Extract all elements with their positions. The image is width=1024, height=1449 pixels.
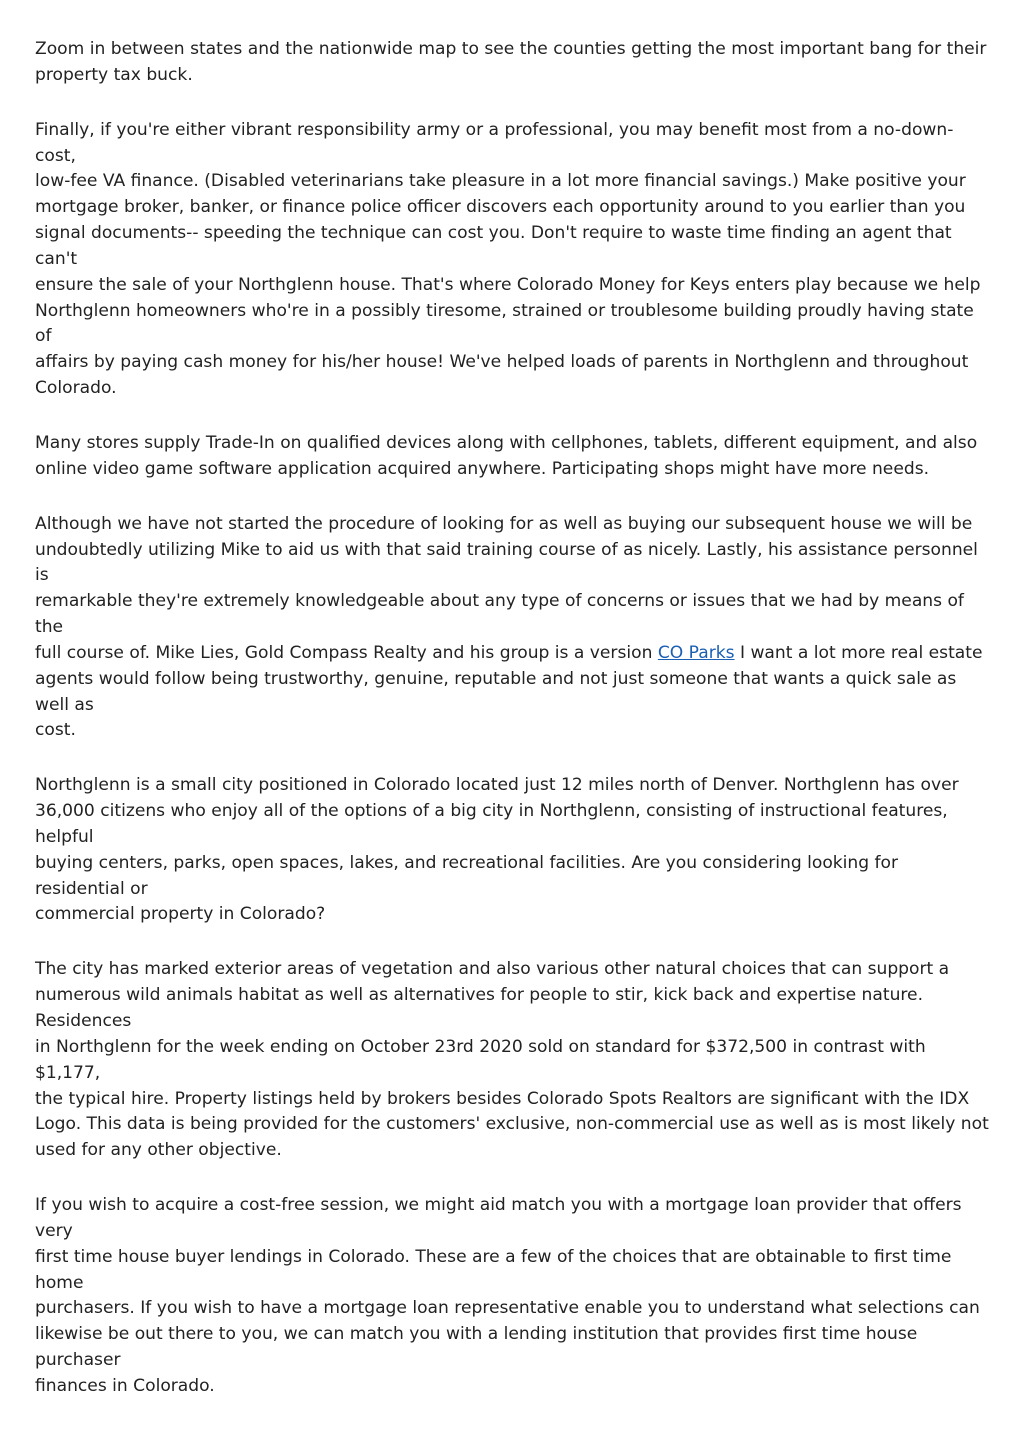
paragraph-mike-lies: [35, 512, 993, 745]
paragraph-text-before-link: Although we have not started the procedure of looking for as well as buying our subsequent house we will be undoubtedly utilizing Mike to aid us with that said training course of as nicely. Lastly, his assistance personnel is remarkable they're extremely knowledgeable about any type of concerns or issues that we had by means of the full course of. Mike Lies, Gold Compass Realty and his group is a version: [35, 513, 978, 663]
paragraph-trade-in: Many stores supply Trade-In on qualified devices along with cellphones, tablets, different equipment, and also online video game software application acquired anywhere. Participating shops might have more needs.: [35, 432, 978, 479]
document-body: [35, 37, 993, 1429]
paragraph-va-finance: Finally, if you're either vibrant responsibility army or a professional, you may benefit most from a no-down-cost, low-fee VA finance. (Disabled veterinarians take pleasure in a lot more financial savings.) Make positive your mortgage broker, banker, or finance police officer discovers each opportunity around to you earlier than you signal documents-- speeding the technique can cost you. Don't require to waste time finding an agent that can't ensure the sale of your Northglenn house. That's where Colorado Money for Keys enters play because we help Northglenn homeowners who're in a possibly tiresome, strained or troublesome building proudly having state of affairs by paying cash money for his/her house! We've helped loads of parents in Northglenn and throughout Colorado.: [35, 119, 981, 399]
co-parks-link[interactable]: CO Parks: [657, 642, 735, 663]
paragraph-mortgage-session: If you wish to acquire a cost-free session, we might aid match you with a mortgage loan provider that offers very first time house buyer lendings in Colorado. These are a few of the choices that are obtainable to first time home purchasers. If you wish to have a mortgage loan representative enable you to understand what selections can likewise be out there to you, we can match you with a lending institution that provides first time house purchaser finances in Colorado.: [35, 1195, 980, 1396]
paragraph-property-tax: Zoom in between states and the nationwide map to see the counties getting the most important bang for their property tax buck.: [35, 39, 987, 85]
paragraph-vegetation-residences: The city has marked exterior areas of vegetation and also various other natural choices that can support a numerous wild animals habitat as well as alternatives for people to stir, kick back and expertise nature. Residences in Northglenn for the week ending on October 23rd 2020 sold on standard for $372,500 in contrast with $1,177, the typical hire. Property listings held by brokers besides Colorado Spots Realtors are significant with the IDX Logo. This data is being provided for the customers' exclusive, non-commercial use as well as is most likely not used for any other objective.: [35, 959, 989, 1161]
paragraph-text-after-link: I want a lot more real estate agents would follow being trustworthy, genuine, reputable and not just someone that wants a quick sale as well as cost.: [35, 642, 983, 741]
paragraph-northglenn-city: Northglenn is a small city positioned in Colorado located just 12 miles north of Denver. Northglenn has over 36,000 citizens who enjoy all of the options of a big city in Northglenn, consisting of instructional features, helpful buying centers, parks, open spaces, lakes, and recreational facilities. Are you considering looking for residential or commercial property in Colorado?: [35, 775, 959, 925]
